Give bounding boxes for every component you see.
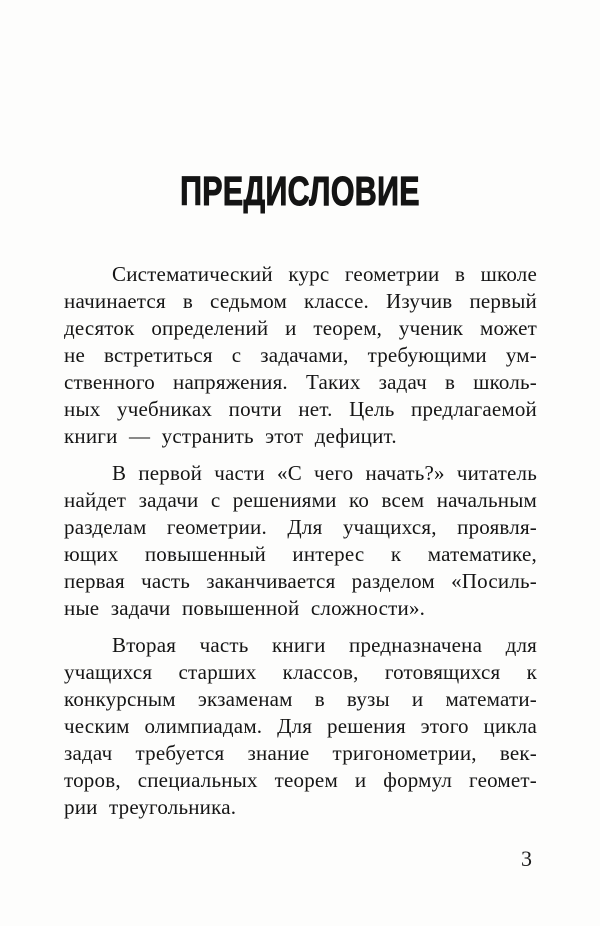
text-line: Вторая часть книги предназначена для [112, 633, 537, 657]
text-line: найдет задачи с решениями ко всем начальным [64, 488, 537, 512]
text-line: учащихся старших классов, готовящихся к [64, 660, 537, 684]
text-line: ных учебниках почти нет. Цель предлагаемой [64, 397, 537, 421]
text-line: ческим олимпиадам. Для решения этого цикла [64, 714, 537, 738]
text-line: Систематический курс геометрии в школе [112, 262, 537, 286]
text-line: десяток определений и теорем, ученик может [64, 316, 537, 340]
text-line: ственного напряжения. Таких задач в школь- [64, 370, 537, 394]
paragraph [64, 632, 537, 821]
page-number: 3 [521, 846, 532, 871]
text-line: первая часть заканчивается разделом «Посиль- [64, 569, 537, 593]
text-line: книги — устранить этот дефицит. [64, 424, 397, 448]
text-line: не встретиться с задачами, требующими ум- [64, 343, 537, 367]
text-line: задач требуется знание тригонометрии, век- [64, 741, 537, 765]
paragraph [64, 261, 537, 450]
text-body [64, 261, 537, 821]
chapter-title: ПРЕДИСЛОВИЕ [180, 168, 420, 214]
text-line: В первой части «С чего начать?» читатель [112, 461, 537, 485]
paragraph [64, 460, 537, 622]
text-line: ющих повышенный интерес к математике, [64, 542, 537, 566]
text-line: ные задачи повышенной сложности». [64, 596, 426, 620]
text-line: разделам геометрии. Для учащихся, проявля- [64, 515, 537, 539]
text-line: рии треугольника. [64, 795, 237, 819]
text-line: начинается в седьмом классе. Изучив первый [64, 289, 537, 313]
text-line: конкурсным экзаменам в вузы и математи- [64, 687, 537, 711]
text-line: торов, специальных теорем и формул геомет- [64, 768, 537, 792]
